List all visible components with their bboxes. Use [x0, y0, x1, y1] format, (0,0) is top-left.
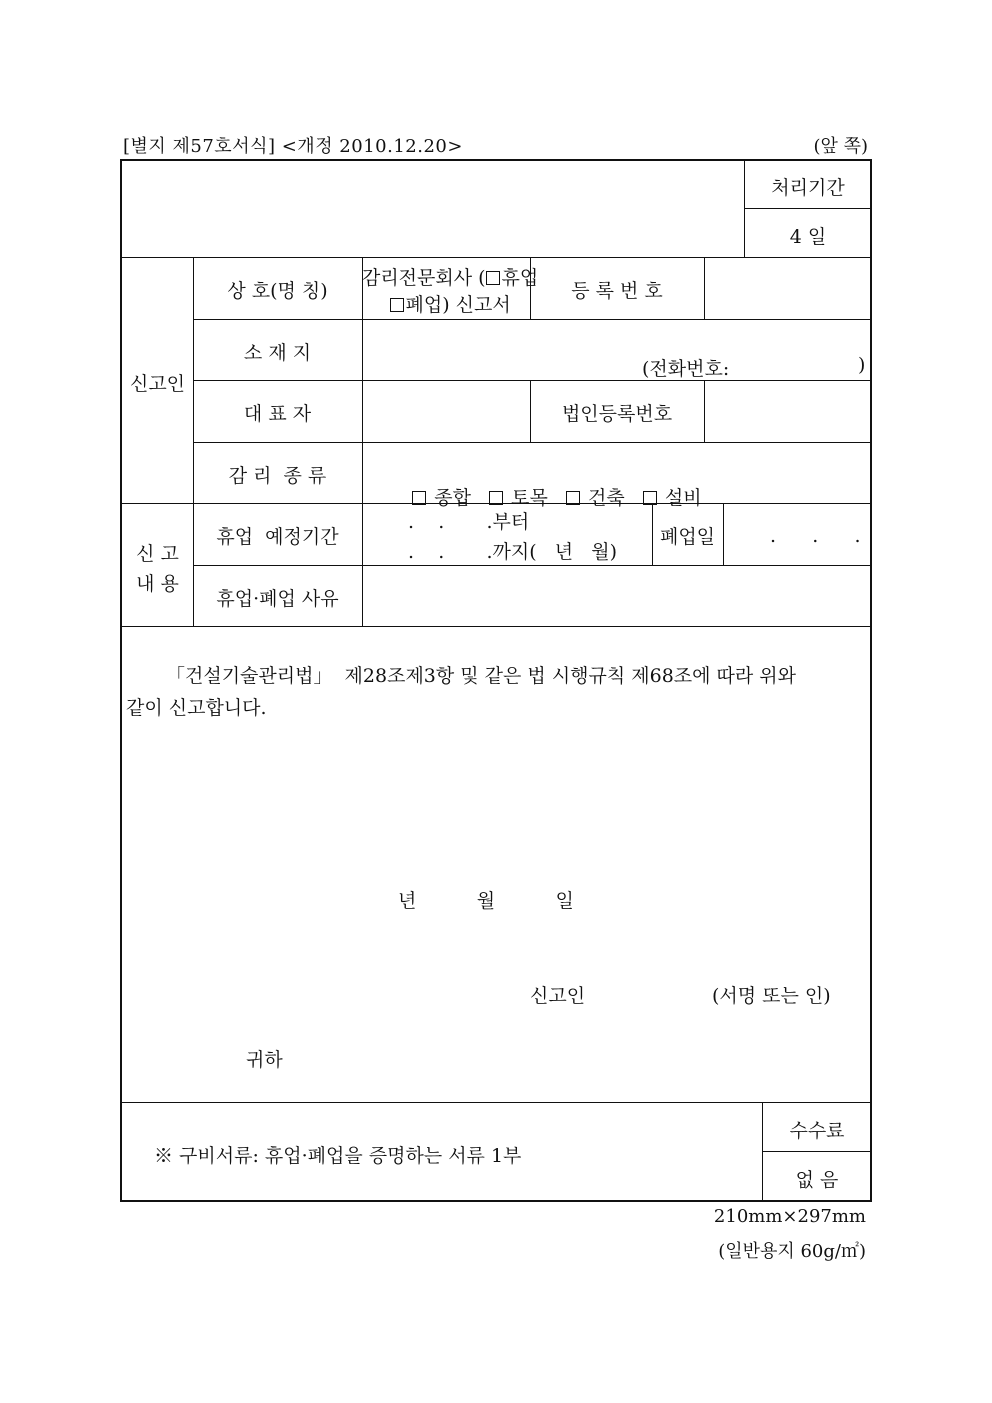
signer-label: 신고인: [530, 985, 586, 1007]
declaration-date[interactable]: 년 월 일: [398, 890, 574, 912]
title-option-suspension: 휴업: [501, 267, 539, 289]
report-form: [120, 159, 872, 1202]
type-checkbox-architecture[interactable]: [566, 491, 580, 505]
title-suffix: ) 신고서: [442, 294, 511, 316]
type-architecture: 건축: [588, 487, 625, 509]
supervision-type-label: 감 리 종 류: [228, 465, 327, 487]
reporter-section-label: 신고인: [129, 373, 186, 395]
processing-period-value: 4 일: [789, 226, 827, 248]
trade-name-label: 상 호(명 칭): [227, 280, 328, 302]
title-prefix: 감리전문회사 (: [361, 267, 486, 289]
type-civil: 토목: [511, 487, 548, 509]
fee-label: 수수료: [789, 1120, 845, 1142]
type-checkbox-facilities[interactable]: [643, 491, 657, 505]
type-facilities: 설비: [664, 487, 702, 509]
location-label: 소 재 지: [243, 342, 312, 364]
corporate-registration-label: 법인등록번호: [561, 403, 673, 425]
suspension-period-label: 휴업 예정기간: [216, 526, 339, 548]
paper-type: (일반용지 60g/㎡): [718, 1241, 866, 1262]
declaration-line-2: 같이 신고합니다.: [126, 697, 267, 719]
addressee: 귀하: [246, 1049, 283, 1071]
representative-label: 대 표 자: [243, 403, 312, 425]
page-side-label: (앞 쪽): [813, 136, 868, 157]
processing-period-label: 처리기간: [771, 177, 845, 199]
content-section-label-1: 신 고: [136, 543, 179, 565]
reason-label: 휴업·폐업 사유: [216, 588, 339, 610]
suspension-period-from[interactable]: . . .부터: [408, 511, 530, 533]
content-section-label-2: 내 용: [136, 573, 179, 595]
type-checkbox-civil[interactable]: [489, 491, 503, 505]
paper-size: 210mm×297mm: [713, 1206, 866, 1227]
title-option-closure: 폐업: [405, 294, 443, 316]
fee-value: 없 음: [795, 1169, 839, 1191]
closure-date-field[interactable]: . . .: [770, 525, 861, 547]
suspension-period-to[interactable]: . . .까지( 년 월): [408, 541, 618, 563]
closure-date-label: 폐업일: [659, 526, 716, 548]
form-number: [별지 제57호서식] <개정 2010.12.20>: [123, 136, 463, 157]
registration-number-label: 등 록 번 호: [571, 280, 663, 302]
phone-label: (전화번호:: [642, 358, 730, 380]
suspension-checkbox[interactable]: [486, 271, 500, 285]
declaration-line-1: 「건설기술관리법」 제28조제3항 및 같은 법 시행규칙 제68조에 따라 위와: [166, 665, 797, 687]
signature-note[interactable]: (서명 또는 인): [712, 985, 831, 1007]
closure-checkbox[interactable]: [390, 298, 404, 312]
type-checkbox-general[interactable]: [412, 491, 426, 505]
required-documents: ※ 구비서류: 휴업·폐업을 증명하는 서류 1부: [154, 1145, 522, 1167]
type-general: 종합: [434, 487, 471, 509]
phone-close: ): [858, 354, 866, 376]
